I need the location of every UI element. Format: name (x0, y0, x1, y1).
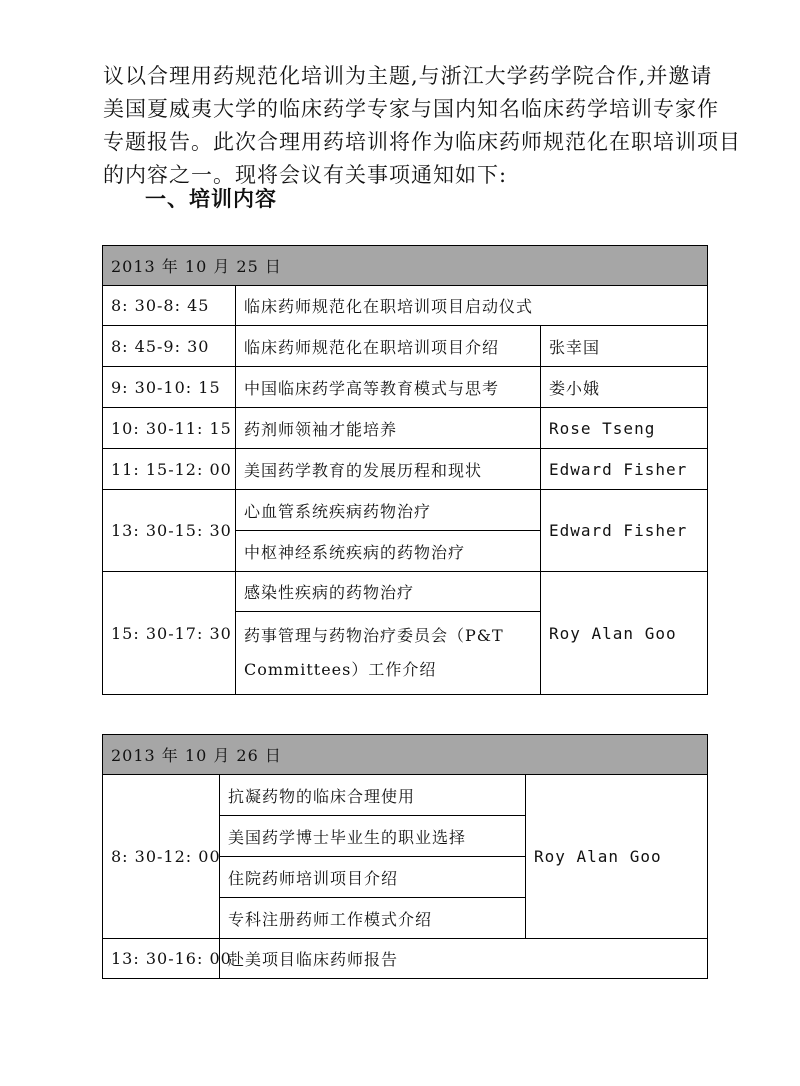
topic-cell: 药剂师领袖才能培养 (236, 408, 541, 449)
topic-cell: 中国临床药学高等教育模式与思考 (236, 367, 541, 408)
speaker-cell: Edward Fisher (541, 449, 708, 490)
intro-paragraph (103, 60, 741, 192)
table-row (103, 939, 708, 979)
time-cell: 15: 30-17: 30 (103, 572, 236, 695)
topic-cell: 美国药学博士毕业生的职业选择 (220, 816, 526, 857)
section-heading: 一、培训内容 (145, 187, 277, 211)
time-cell: 8: 45-9: 30 (103, 326, 236, 367)
topic-cell: 感染性疾病的药物治疗 (236, 572, 541, 612)
table-row (103, 367, 708, 408)
topic-cell: 抗凝药物的临床合理使用 (220, 775, 526, 816)
topic-cell: 美国药学教育的发展历程和现状 (236, 449, 541, 490)
table-row (103, 449, 708, 490)
date-header-day2: 2013 年 10 月 26 日 (103, 735, 708, 775)
time-cell: 11: 15-12: 00 (103, 449, 236, 490)
speaker-cell: Roy Alan Goo (541, 572, 708, 695)
topic-cell: 赴美项目临床药师报告 (220, 939, 708, 979)
topic-cell: 心血管系统疾病药物治疗 (236, 490, 541, 531)
table-row (103, 572, 708, 612)
speaker-cell: Rose Tseng (541, 408, 708, 449)
intro-line: 的内容之一。现将会议有关事项通知如下: (103, 163, 508, 187)
table-row (103, 775, 708, 816)
intro-line: 专题报告。此次合理用药培训将作为临床药师规范化在职培训项目 (103, 130, 741, 154)
topic-cell: 临床药师规范化在职培训项目介绍 (236, 326, 541, 367)
speaker-cell: 娄小娥 (541, 367, 708, 408)
table-row (103, 490, 708, 531)
date-header-day1: 2013 年 10 月 25 日 (103, 246, 708, 286)
speaker-cell: Edward Fisher (541, 490, 708, 572)
table-row (103, 326, 708, 367)
schedule-table-day2 (102, 734, 708, 979)
intro-line: 美国夏威夷大学的临床药学专家与国内知名临床药学培训专家作 (103, 97, 719, 121)
speaker-cell: Roy Alan Goo (526, 775, 708, 939)
topic-cell: 临床药师规范化在职培训项目启动仪式 (236, 286, 708, 326)
intro-line: 议以合理用药规范化培训为主题,与浙江大学药学院合作,并邀请 (103, 64, 713, 88)
speaker-cell: 张幸国 (541, 326, 708, 367)
table-row (103, 408, 708, 449)
schedule-table-day1 (102, 245, 708, 695)
topic-cell: 专科注册药师工作模式介绍 (220, 898, 526, 939)
time-cell: 10: 30-11: 15 (103, 408, 236, 449)
time-cell: 8: 30-12: 00 (103, 775, 220, 939)
topic-line: Committees）工作介绍 (244, 660, 437, 679)
topic-cell: 住院药师培训项目介绍 (220, 857, 526, 898)
table-row (103, 286, 708, 326)
time-cell: 9: 30-10: 15 (103, 367, 236, 408)
time-cell: 13: 30-16: 00 (103, 939, 220, 979)
topic-cell: 中枢神经系统疾病的药物治疗 (236, 531, 541, 572)
topic-cell (236, 612, 541, 695)
time-cell: 13: 30-15: 30 (103, 490, 236, 572)
topic-line: 药事管理与药物治疗委员会（P&T (244, 626, 504, 645)
time-cell: 8: 30-8: 45 (103, 286, 236, 326)
